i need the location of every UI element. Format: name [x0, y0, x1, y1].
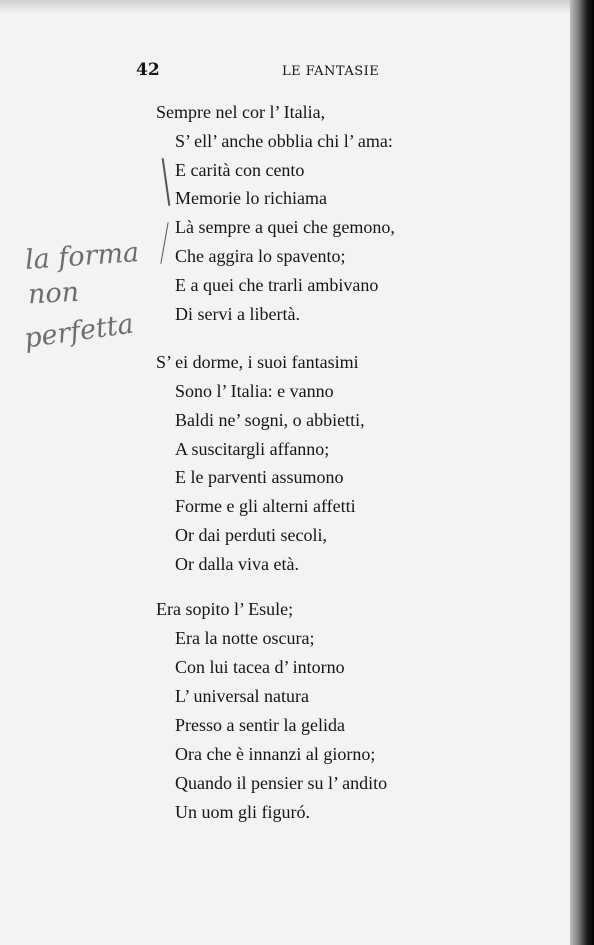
running-title: LE FANTASIE [282, 64, 380, 79]
poem-line: E carità con cento [175, 160, 305, 180]
poem-line: E a quei che trarli ambivano [175, 275, 379, 295]
page-header [0, 60, 594, 88]
pencil-bracket [162, 158, 171, 206]
poem-line: S’ ell’ anche obblia chi l’ ama: [175, 131, 393, 151]
margin-note-line: non [27, 276, 80, 311]
poem-line: A suscitargli affanno; [175, 439, 330, 459]
margin-note-line: perfetta [22, 308, 136, 355]
poem-line: Quando il pensier su l’ andito [175, 773, 388, 793]
margin-note-line: la forma [24, 237, 141, 276]
pencil-bracket [160, 222, 168, 264]
poem-line: Forme e gli alterni affetti [175, 496, 356, 516]
book-spine-shadow [570, 0, 594, 945]
poem-line: Memorie lo richiama [175, 188, 327, 208]
poem-line: Or dai perduti secoli, [175, 525, 327, 545]
poem-line: Sono l’ Italia: e vanno [175, 381, 334, 401]
poem-line: Là sempre a quei che gemono, [175, 217, 395, 237]
page-number: 42 [136, 60, 160, 80]
poem-line: Baldi ne’ sogni, o abbietti, [175, 410, 365, 430]
poem-line: E le parventi assumono [175, 467, 344, 487]
poem-line: Che aggira lo spavento; [175, 246, 346, 266]
poem-line: S’ ei dorme, i suoi fantasimi [156, 352, 359, 372]
poem-line: Ora che è innanzi al giorno; [175, 744, 376, 764]
poem-line: Era la notte oscura; [175, 628, 315, 648]
poem-line: Presso a sentir la gelida [175, 715, 345, 735]
poem-line: Un uom gli figuró. [175, 802, 310, 822]
poem-line: Con lui tacea d’ intorno [175, 657, 345, 677]
poem-line: Sempre nel cor l’ Italia, [156, 102, 326, 122]
poem-line: L’ universal natura [175, 686, 309, 706]
poem-line: Or dalla viva età. [175, 554, 299, 574]
poem-line: Era sopito l’ Esule; [156, 599, 294, 619]
page-top-shadow [0, 0, 570, 14]
poem-line: Di servi a libertà. [175, 304, 300, 324]
